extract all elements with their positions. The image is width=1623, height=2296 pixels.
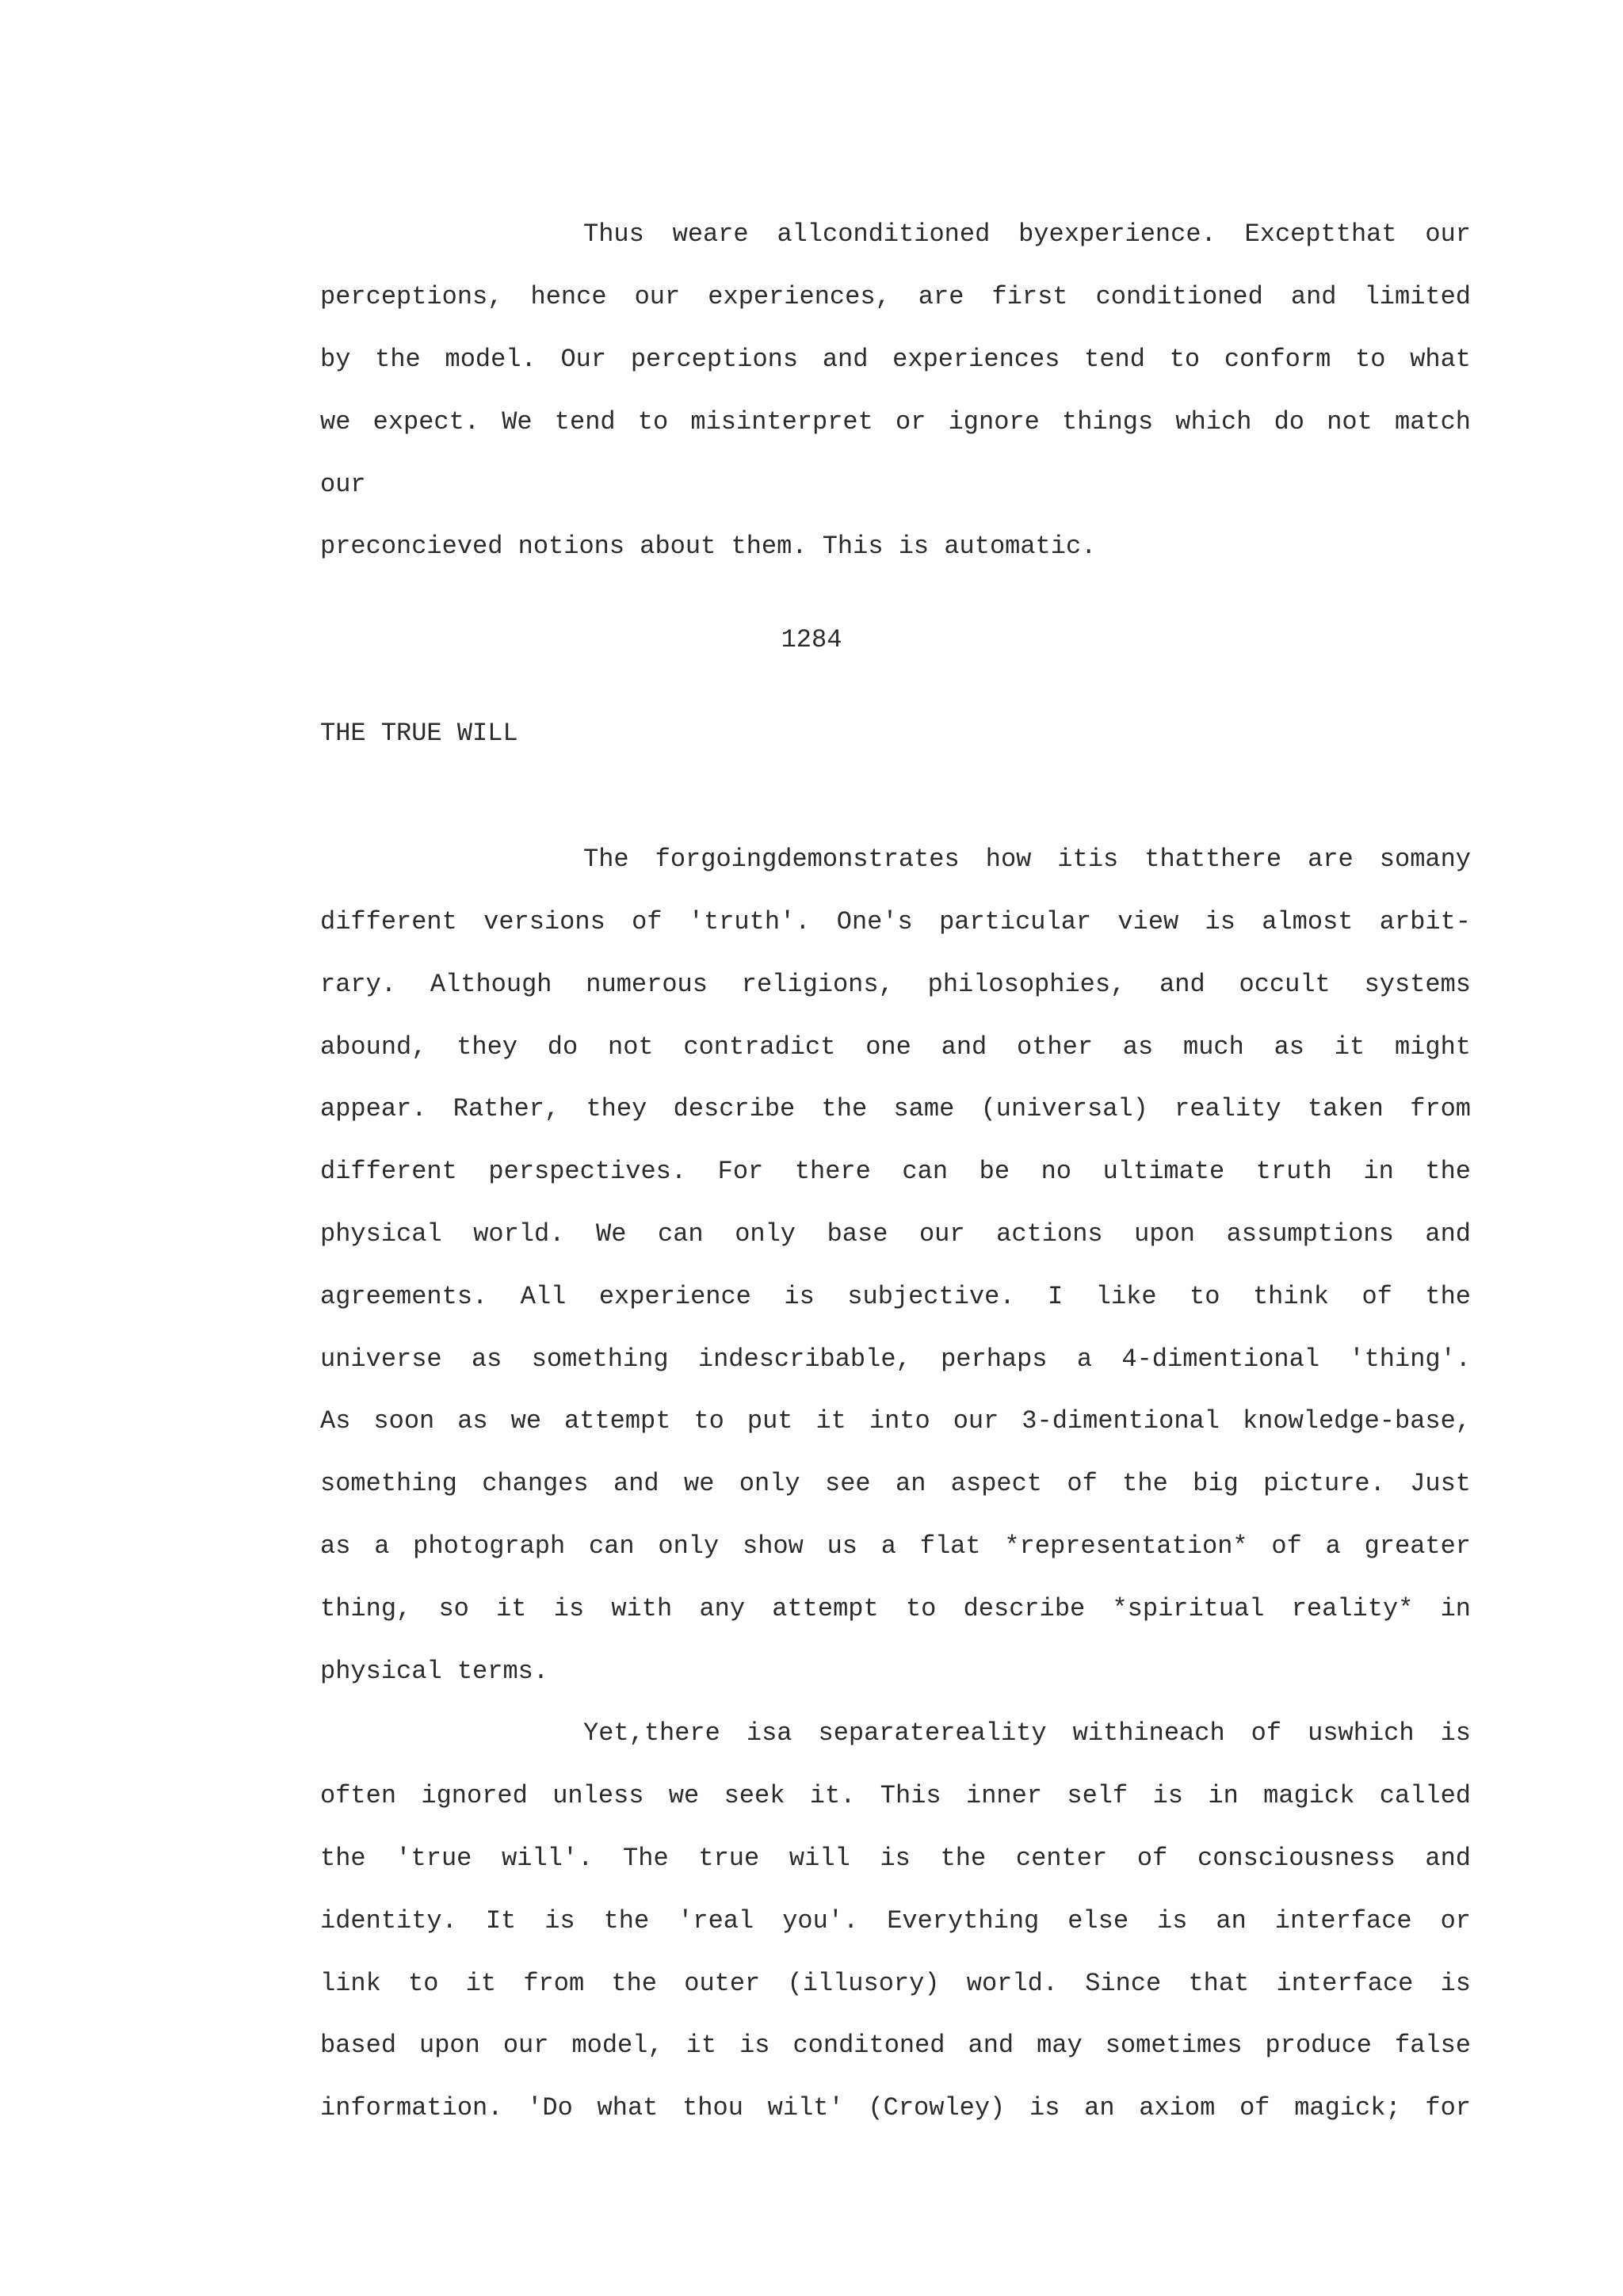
page-number: 1284: [781, 625, 842, 654]
paragraph2-line: physical world. We can only base our actions upon assumptions and: [320, 1219, 1471, 1249]
paragraph2-line: As soon as we attempt to put it into our 3-dimentional knowledge-base,: [320, 1406, 1471, 1436]
paragraph2-line: physical terms.: [320, 1657, 549, 1686]
paragraph3-line: Yet,there isa separatereality withineach of uswhich is: [583, 1718, 1471, 1748]
paragraph2-line: different perspectives. For there can be no ultimate truth in the: [320, 1157, 1471, 1186]
paragraph1-line: our: [320, 470, 366, 499]
paragraph2-line: thing, so it is with any attempt to describe *spiritual reality* in: [320, 1594, 1471, 1623]
paragraph2-line: agreements. All experience is subjective. I like to think of the: [320, 1282, 1471, 1311]
paragraph1-line: by the model. Our perceptions and experiences tend to conform to what: [320, 345, 1471, 374]
paragraph3-line: link to it from the outer (illusory) world. Since that interface is: [320, 1969, 1471, 1998]
paragraph2-line: The forgoingdemonstrates how itis thatthere are somany: [583, 845, 1471, 874]
paragraph1-line: we expect. We tend to misinterpret or ignore things which do not match: [320, 407, 1471, 437]
paragraph2-line: something changes and we only see an aspect of the big picture. Just: [320, 1469, 1471, 1498]
paragraph3-line: the 'true will'. The true will is the center of consciousness and: [320, 1844, 1471, 1873]
paragraph3-line: identity. It is the 'real you'. Everything else is an interface or: [320, 1906, 1471, 1936]
paragraph2-line: rary. Although numerous religions, philosophies, and occult systems: [320, 970, 1471, 999]
paragraph3-line: often ignored unless we seek it. This inner self is in magick called: [320, 1781, 1471, 1810]
paragraph3-line: information. 'Do what thou wilt' (Crowley) is an axiom of magick; for: [320, 2093, 1471, 2122]
paragraph2-line: appear. Rather, they describe the same (universal) reality taken from: [320, 1094, 1471, 1123]
paragraph2-line: different versions of 'truth'. One's particular view is almost arbit-: [320, 907, 1471, 936]
paragraph2-line: as a photograph can only show us a flat *representation* of a greater: [320, 1531, 1471, 1561]
section-heading: THE TRUE WILL: [320, 719, 518, 748]
paragraph2-line: abound, they do not contradict one and other as much as it might: [320, 1032, 1471, 1062]
paragraph1-line: Thus weare allconditioned byexperience. Exceptthat our: [583, 219, 1471, 249]
paragraph1-line: preconcieved notions about them. This is automatic.: [320, 532, 1097, 561]
paragraph1-line: perceptions, hence our experiences, are first conditioned and limited: [320, 282, 1471, 311]
paragraph2-line: universe as something indescribable, perhaps a 4-dimentional 'thing'.: [320, 1344, 1471, 1374]
paragraph3-line: based upon our model, it is conditoned and may sometimes produce false: [320, 2031, 1471, 2060]
